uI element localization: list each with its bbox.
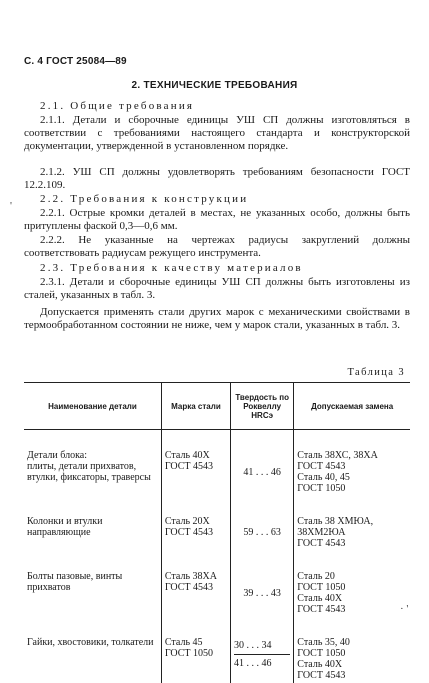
header-hardness: Твердость по Роквеллу HRCэ [231, 383, 294, 430]
cell-substitute: Сталь 38ХС, 38ХА ГОСТ 4543 Сталь 40, 45 ГОСТ 1050 [294, 448, 410, 496]
hardness-value-1: 30 . . . 34 [234, 640, 272, 651]
cell-substitute: Сталь 38 ХМЮА, 38ХМ2ЮА ГОСТ 4543 [294, 514, 410, 551]
cell-part: Гайки, хвостовики, толкатели [27, 637, 154, 648]
paragraph-permission: Допускается применять стали других марок с механическими свойствами в термообработанном состоянии не ниже, чем у марок стали, указанных в табл. 3. [24, 306, 410, 331]
table-row [24, 514, 410, 551]
subsection-title-2-1: 2.1. Общие требования [40, 100, 195, 112]
cell-hardness: 39 . . . 43 [231, 569, 294, 617]
cell-part: Болты пазовые, винты прихватов [27, 571, 123, 593]
materials-table [24, 382, 410, 683]
paragraph-2-2-1: 2.2.1. Острые кромки деталей в местах, не указанных особо, должны быть притуплены фаской 0,3—0,6 мм. [24, 207, 410, 232]
cell-part: Детали блока: плиты, детали прихватов, втулки, фиксаторы, траверсы [27, 450, 151, 483]
cell-substitute: Сталь 35, 40 ГОСТ 1050 Сталь 40Х ГОСТ 4543 [294, 635, 410, 683]
paragraph-2-1-1: 2.1.1. Детали и сборочные единицы УШ СП должны изготовляться в соответствии с требованиями настоящего стандарта и конструкторской документации, утвержденной в установленном порядке. [24, 114, 410, 152]
table-row [24, 569, 410, 617]
table-caption: Таблица 3 [347, 367, 405, 378]
hardness-value-2: 41 . . . 46 [234, 654, 290, 672]
section-title: 2. ТЕХНИЧЕСКИЕ ТРЕБОВАНИЯ [131, 80, 298, 91]
header-steel-grade: Марка стали [161, 383, 230, 430]
paragraph-2-3-1: 2.3.1. Детали и сборочные единицы УШ СП должны быть изготовлены из сталей, указанных в табл. 3. [24, 276, 410, 301]
subsection-title-2-3: 2.3. Требования к качеству материалов [40, 262, 303, 274]
cell-part: Колонки и втулки направляющие [27, 516, 103, 538]
cell-hardness-split [231, 635, 294, 683]
header-part-name: Наименование детали [24, 383, 161, 430]
cell-steel: Сталь 40Х ГОСТ 4543 [161, 448, 230, 496]
header-substitute: Допускаемая замена [294, 383, 410, 430]
cell-steel: Сталь 45 ГОСТ 1050 [161, 635, 230, 683]
cell-substitute: Сталь 20 ГОСТ 1050 Сталь 40Х ГОСТ 4543 [294, 569, 410, 617]
scan-mark: ' [10, 200, 12, 212]
table-row [24, 635, 410, 683]
subsection-title-2-2: 2.2. Требования к конструкции [40, 193, 249, 205]
table-row [24, 448, 410, 496]
scan-mark: · ' [400, 603, 409, 615]
cell-steel: Сталь 20Х ГОСТ 4543 [161, 514, 230, 551]
cell-hardness: 59 . . . 63 [231, 514, 294, 551]
cell-hardness: 41 . . . 46 [231, 448, 294, 496]
paragraph-2-2-2: 2.2.2. Не указанные на чертежах радиусы закруглений должны соответствовать радиусам режущего инструмента. [24, 234, 410, 259]
paragraph-2-1-2: 2.1.2. УШ СП должны удовлетворять требованиям безопасности ГОСТ 12.2.109. [24, 166, 410, 191]
cell-steel: Сталь 38ХА ГОСТ 4543 [161, 569, 230, 617]
page-header: С. 4 ГОСТ 25084—89 [24, 56, 127, 67]
